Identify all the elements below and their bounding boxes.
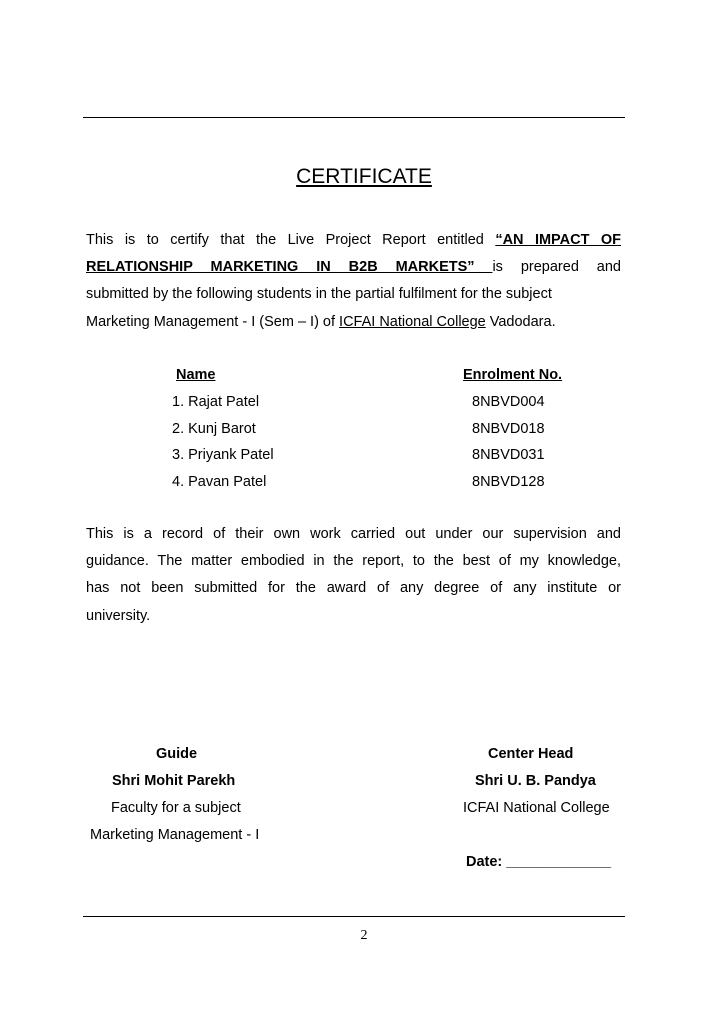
para1-text: This is to certify that the Live Project Report entitled xyxy=(86,232,496,248)
guide-name: Shri Mohit Parekh xyxy=(112,773,236,789)
certificate-title: CERTIFICATE xyxy=(296,165,432,188)
para1-text: Vadodara. xyxy=(485,313,556,330)
student-name: 2. Kunj Barot xyxy=(172,421,256,437)
para1-line-4 xyxy=(86,309,621,336)
report-title-part1: “AN IMPACT OF xyxy=(495,232,622,248)
college-name: ICFAI National College xyxy=(339,313,486,330)
date-line: Date: _____________ xyxy=(466,854,612,870)
para2-line-2: guidance. The matter embodied in the report, to the best of my knowledge, xyxy=(86,553,621,570)
student-name: 1. Rajat Patel xyxy=(172,394,260,410)
para1-line-1 xyxy=(86,227,621,254)
student-name: 4. Pavan Patel xyxy=(172,474,267,490)
report-title-part2: RELATIONSHIP MARKETING IN B2B MARKETS” xyxy=(86,259,493,276)
para1-text: Marketing Management - I (Sem – I) of xyxy=(86,313,340,330)
declaration-paragraph xyxy=(86,521,621,630)
header-rule xyxy=(83,117,625,118)
center-head-role: Center Head xyxy=(488,746,574,762)
guide-role: Guide xyxy=(156,746,198,762)
student-enrolment: 8NBVD128 xyxy=(472,474,545,490)
para2-line-4: university. xyxy=(86,607,151,624)
student-name: 3. Priyank Patel xyxy=(172,447,274,463)
footer-rule xyxy=(83,916,625,917)
certification-paragraph xyxy=(86,227,621,336)
para1-line-3: submitted by the following students in the partial fulfilment for the subject xyxy=(86,286,552,303)
page-number: 2 xyxy=(360,928,368,943)
center-head-name: Shri U. B. Pandya xyxy=(475,773,596,789)
para2-line-3: has not been submitted for the award of any degree of any institute or xyxy=(86,580,621,597)
student-enrolment: 8NBVD031 xyxy=(472,447,545,463)
center-head-institution: ICFAI National College xyxy=(463,800,610,816)
guide-designation: Faculty for a subject xyxy=(111,800,241,816)
enrolment-column-header: Enrolment No. xyxy=(463,367,563,383)
para1-line-2 xyxy=(86,254,621,281)
guide-subject: Marketing Management - I xyxy=(90,827,260,843)
student-enrolment: 8NBVD018 xyxy=(472,421,545,437)
student-enrolment: 8NBVD004 xyxy=(472,394,545,410)
name-column-header: Name xyxy=(176,367,216,383)
para2-line-1: This is a record of their own work carried out under our supervision and xyxy=(86,526,621,542)
para1-text: is prepared and xyxy=(492,259,621,276)
